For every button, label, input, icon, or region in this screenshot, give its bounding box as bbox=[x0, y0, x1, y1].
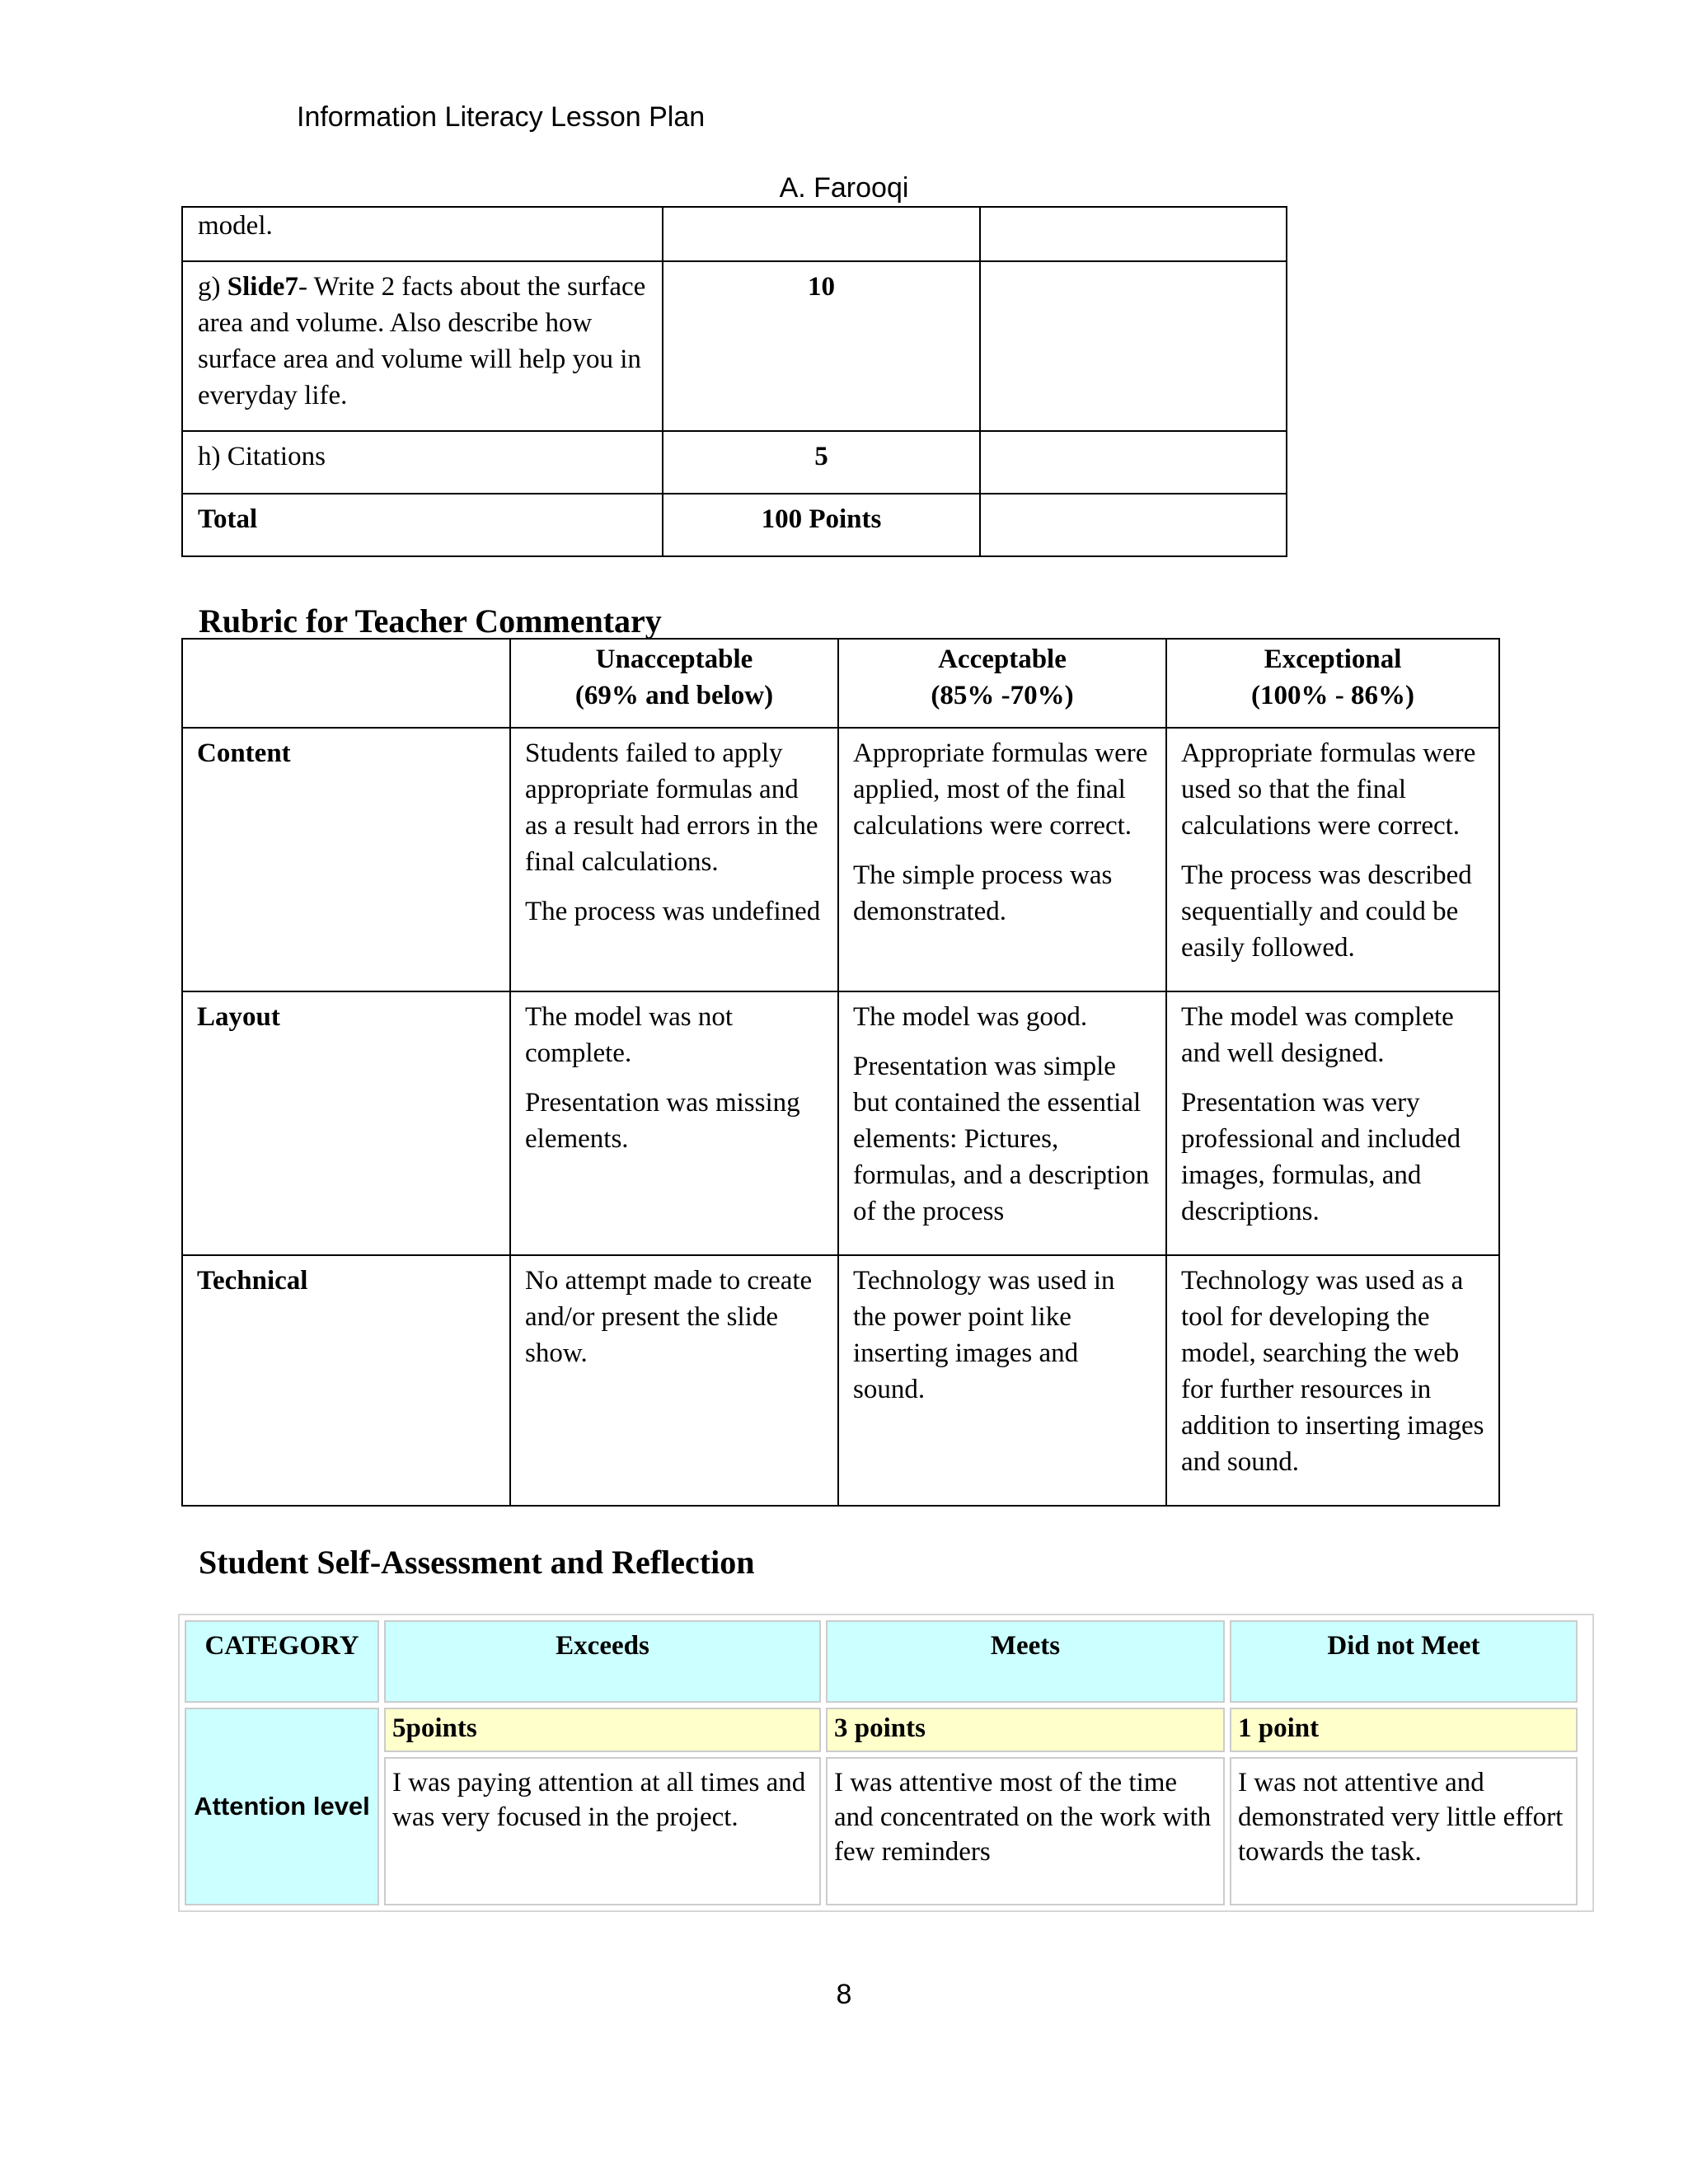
descriptor-text: Students failed to apply appropriate formulas and as a result had errors in the final calculations. bbox=[525, 738, 818, 877]
rubric-row-layout bbox=[182, 991, 1499, 1255]
acceptable-cell bbox=[838, 728, 1166, 991]
level-name: Unacceptable bbox=[595, 644, 753, 674]
descriptor-text: The process was undefined bbox=[525, 897, 821, 926]
descriptor-text: The model was good. bbox=[853, 1002, 1088, 1032]
criterion-label: Technical bbox=[182, 1255, 510, 1506]
criterion-label: Layout bbox=[182, 991, 510, 1255]
level-range: (85% -70%) bbox=[931, 681, 1074, 710]
table-row bbox=[182, 494, 1287, 556]
acceptable-cell bbox=[838, 1255, 1166, 1506]
task-slide-label: Slide7 bbox=[227, 272, 298, 302]
header-title: Information Literacy Lesson Plan bbox=[297, 101, 706, 133]
unacceptable-cell bbox=[510, 1255, 838, 1506]
descriptor-text: Appropriate formulas were applied, most of the final calculations were correct. bbox=[853, 738, 1148, 841]
table-row bbox=[182, 207, 1287, 261]
exceptional-cell bbox=[1166, 728, 1499, 991]
category-header: CATEGORY bbox=[185, 1620, 379, 1703]
rubric-row-content bbox=[182, 728, 1499, 991]
rubric-table bbox=[181, 638, 1500, 1507]
level-name: Exceptional bbox=[1264, 644, 1402, 674]
attention-level-label: Attention level bbox=[185, 1708, 379, 1905]
meets-points: 3 points bbox=[826, 1708, 1225, 1752]
total-label: Total bbox=[198, 504, 258, 534]
descriptor-text: Technology was used as a tool for developing the model, searching the web for further resources in addition to inserting images and sound. bbox=[1181, 1266, 1484, 1477]
comment-cell bbox=[980, 494, 1287, 556]
exceeds-points: 5points bbox=[384, 1708, 821, 1752]
level-range: (100% - 86%) bbox=[1251, 681, 1414, 710]
page-number: 8 bbox=[836, 1979, 852, 2010]
exceeds-header: Exceeds bbox=[384, 1620, 821, 1703]
descriptor-text: The model was complete and well designed. bbox=[1181, 1002, 1454, 1068]
self-assessment-title: Student Self-Assessment and Reflection bbox=[199, 1544, 755, 1581]
comment-cell bbox=[980, 207, 1287, 261]
unacceptable-cell bbox=[510, 991, 838, 1255]
did-not-meet-points: 1 point bbox=[1230, 1708, 1578, 1752]
exceeds-description: I was paying attention at all times and was very focused in the project. bbox=[384, 1757, 821, 1905]
points-table bbox=[181, 206, 1287, 557]
points-cell: 5 bbox=[663, 431, 980, 494]
exceptional-cell bbox=[1166, 991, 1499, 1255]
meets-header: Meets bbox=[826, 1620, 1225, 1703]
task-text: - Write 2 facts about the surface area and volume. Also describe how surface area and volume will help you in everyday life. bbox=[198, 272, 646, 410]
descriptor-text: Appropriate formulas were used so that the final calculations were correct. bbox=[1181, 738, 1476, 841]
unacceptable-cell bbox=[510, 728, 838, 991]
rubric-header-acceptable bbox=[838, 639, 1166, 728]
exceptional-cell bbox=[1166, 1255, 1499, 1506]
meets-description: I was attentive most of the time and concentrated on the work with few reminders bbox=[826, 1757, 1225, 1905]
descriptor-text: No attempt made to create and/or present the slide show. bbox=[525, 1266, 813, 1368]
rubric-header-unacceptable bbox=[510, 639, 838, 728]
level-name: Acceptable bbox=[938, 644, 1067, 674]
task-text: h) Citations bbox=[198, 442, 326, 471]
rubric-title: Rubric for Teacher Commentary bbox=[199, 602, 662, 640]
self-assessment-header-row bbox=[185, 1620, 1578, 1703]
task-cell bbox=[182, 494, 663, 556]
comment-cell bbox=[980, 431, 1287, 494]
description-row bbox=[185, 1757, 1578, 1905]
task-cell bbox=[182, 261, 663, 431]
descriptor-text: The simple process was demonstrated. bbox=[853, 860, 1113, 926]
descriptor-text: The model was not complete. bbox=[525, 1002, 734, 1068]
task-prefix: g) bbox=[198, 272, 227, 302]
descriptor-text: Presentation was very professional and included images, formulas, and descriptions. bbox=[1181, 1088, 1461, 1226]
acceptable-cell bbox=[838, 991, 1166, 1255]
descriptor-text: The process was described sequentially and could be easily followed. bbox=[1181, 860, 1472, 963]
level-range: (69% and below) bbox=[574, 681, 774, 710]
task-text: model. bbox=[198, 211, 273, 241]
table-row bbox=[182, 431, 1287, 494]
rubric-header-row bbox=[182, 639, 1499, 728]
descriptor-text: Technology was used in the power point like inserting images and sound. bbox=[853, 1266, 1115, 1404]
did-not-meet-header: Did not Meet bbox=[1230, 1620, 1578, 1703]
descriptor-text: Presentation was simple but contained the essential elements: Pictures, formulas, and a description of the process bbox=[853, 1052, 1150, 1226]
points-row bbox=[185, 1708, 1578, 1752]
self-assessment-table bbox=[180, 1615, 1582, 1910]
comment-cell bbox=[980, 261, 1287, 431]
criterion-label: Content bbox=[182, 728, 510, 991]
rubric-corner-cell bbox=[182, 639, 510, 728]
points-cell: 100 Points bbox=[663, 494, 980, 556]
points-cell: 10 bbox=[663, 261, 980, 431]
task-cell bbox=[182, 431, 663, 494]
rubric-header-exceptional bbox=[1166, 639, 1499, 728]
header-author: A. Farooqi bbox=[779, 172, 909, 204]
descriptor-text: Presentation was missing elements. bbox=[525, 1088, 800, 1154]
table-row bbox=[182, 261, 1287, 431]
self-assessment-frame bbox=[178, 1614, 1594, 1912]
points-cell bbox=[663, 207, 980, 261]
rubric-row-technical bbox=[182, 1255, 1499, 1506]
did-not-meet-description: I was not attentive and demonstrated very little effort towards the task. bbox=[1230, 1757, 1578, 1905]
task-cell bbox=[182, 207, 663, 261]
